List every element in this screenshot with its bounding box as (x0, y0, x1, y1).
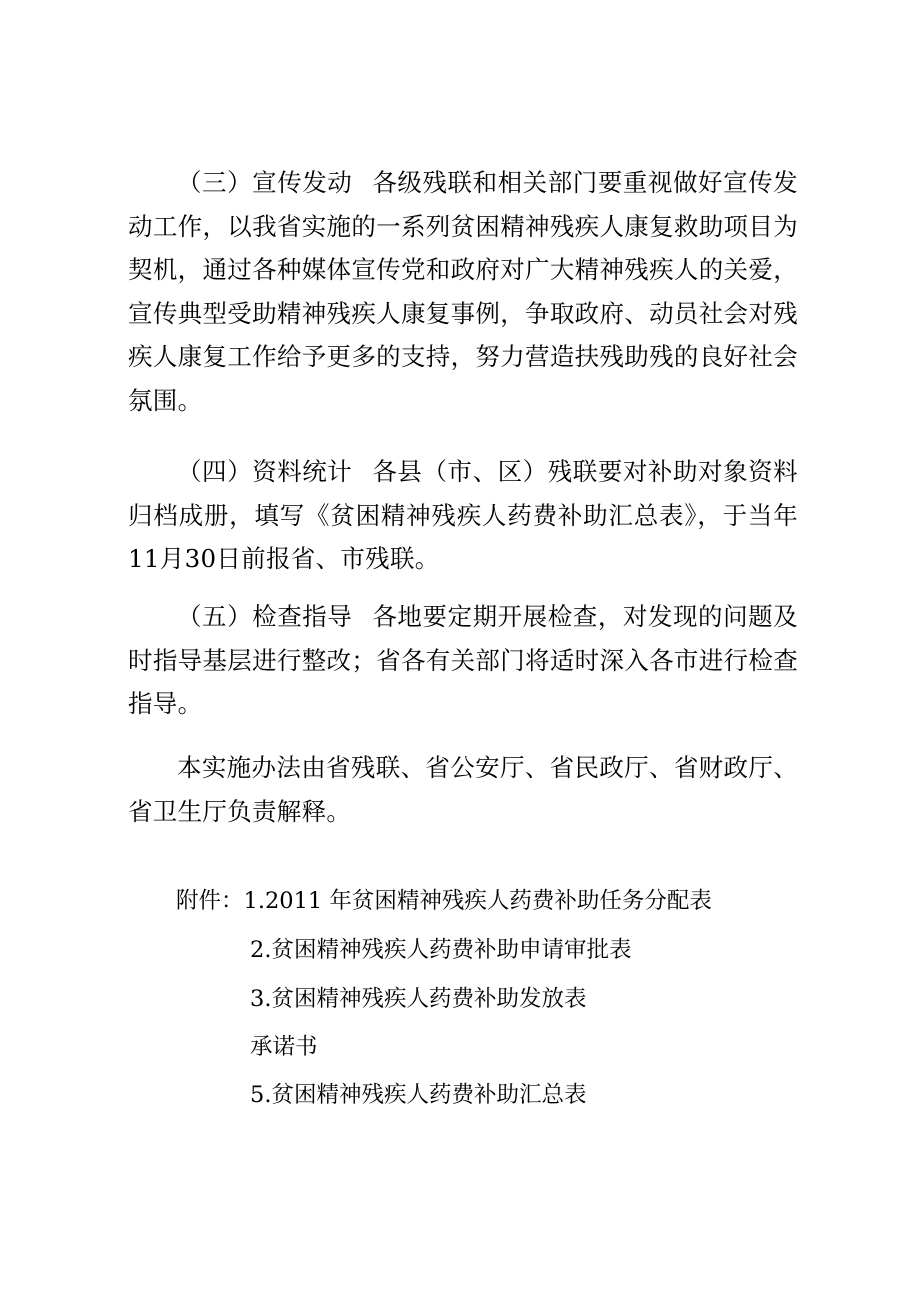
section-body: 各县（市、区）残联要对补助对象资料归档成册，填写《贫困精神残疾人药费补助汇总表》，于当年11月30日前报省、市残联。 (128, 457, 798, 573)
attachment-item: 5.贫困精神残疾人药费补助汇总表 (250, 1082, 587, 1108)
attachment-line-1 (176, 886, 712, 916)
section-heading: （五）检查指导 (177, 602, 353, 631)
attachment-line-3 (250, 984, 586, 1014)
interpretation-text: 本实施办法由省残联、省公安厅、省民政厅、省财政厅、省卫生厅负责解释。 (128, 753, 798, 826)
attachment-item: 2.贫困精神残疾人药费补助申请审批表 (250, 937, 632, 963)
attachment-item: 1.2011 年贫困精神残疾人药费补助任务分配表 (243, 888, 712, 914)
attachment-label: 附件： (176, 888, 244, 914)
section-heading: （三）宣传发动 (177, 168, 353, 197)
attachment-line-2 (250, 935, 631, 965)
section-inspection (128, 595, 798, 726)
attachment-item: 承诺书 (250, 1034, 318, 1060)
section-publicity (128, 161, 798, 422)
interpretation-statement (128, 746, 798, 833)
section-heading: （四）资料统计 (177, 457, 353, 486)
section-body: 各地要定期开展检查，对发现的问题及时指导基层进行整改；省各有关部门将适时深入各市进行检查指导。 (128, 602, 798, 718)
attachment-item: 3.贫困精神残疾人药费补助发放表 (250, 986, 587, 1012)
section-body: 各级残联和相关部门要重视做好宣传发动工作，以我省实施的一系列贫困精神残疾人康复救助项目为契机，通过各种媒体宣传党和政府对广大精神残疾人的关爱，宣传典型受助精神残疾人康复事例，争取政府、动员社会对残疾人康复工作给予更多的支持，努力营造扶残助残的良好社会氛围。 (128, 168, 798, 415)
attachment-line-4 (250, 1032, 318, 1062)
attachment-line-5 (250, 1080, 586, 1110)
section-statistics (128, 450, 798, 581)
